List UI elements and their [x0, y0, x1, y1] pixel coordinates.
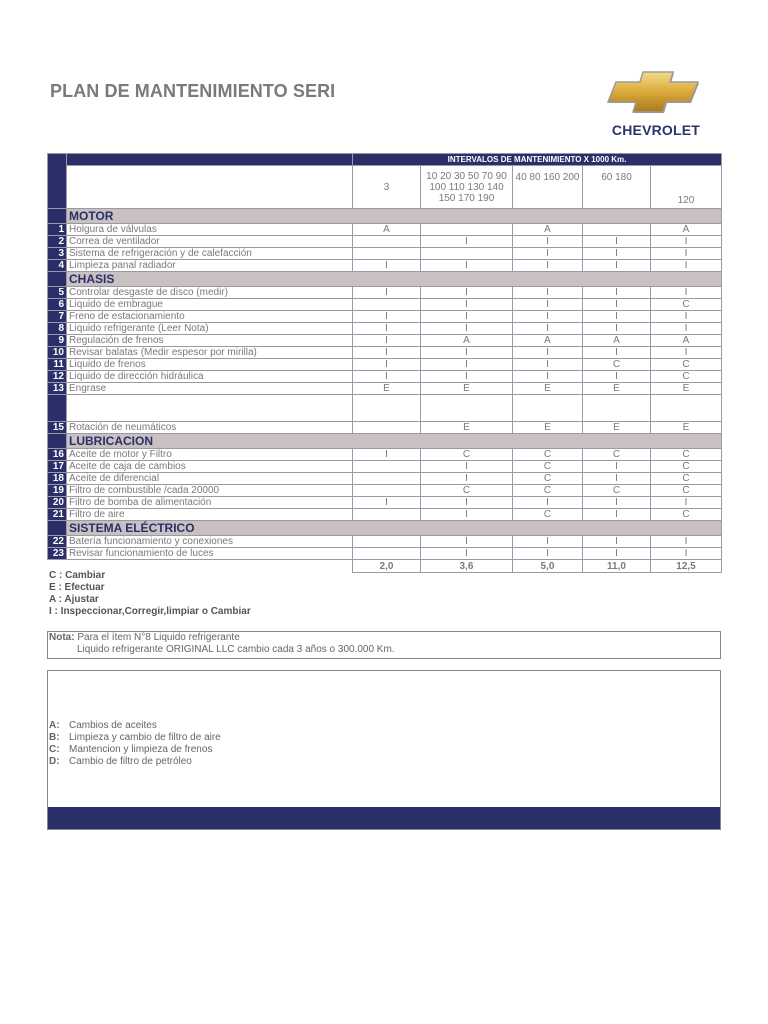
- interval-column-header: 40 80 160 200: [513, 166, 583, 209]
- section-row: [48, 521, 722, 536]
- row-label: Revisar funcionamiento de luces: [67, 548, 353, 560]
- interval-cell: A: [583, 335, 651, 347]
- interval-cell: I: [583, 371, 651, 383]
- row-number: 18: [48, 473, 67, 485]
- interval-cell: I: [513, 248, 583, 260]
- interval-cell: I: [513, 236, 583, 248]
- section-row: [48, 434, 722, 449]
- interval-cell: [353, 509, 421, 521]
- row-label: Aceite de motor y Filtro: [67, 449, 353, 461]
- interval-cell: I: [583, 548, 651, 560]
- interval-cell: I: [583, 461, 651, 473]
- legend-item: I : Inspeccionar,Corregir,limpiar o Cambiar: [49, 606, 251, 617]
- interval-cell: I: [421, 461, 513, 473]
- interval-cell: I: [583, 497, 651, 509]
- interval-cell: E: [651, 422, 722, 434]
- table-row: [48, 323, 722, 335]
- interval-cell: I: [353, 287, 421, 299]
- interval-cell: I: [421, 287, 513, 299]
- services-box: [47, 670, 721, 830]
- interval-cell: I: [421, 497, 513, 509]
- interval-cell: [353, 248, 421, 260]
- interval-cell: [421, 395, 513, 422]
- legend-item: C : Cambiar: [49, 570, 106, 581]
- table-row: [48, 536, 722, 548]
- row-label: Correa de ventilador: [67, 236, 353, 248]
- interval-column-header: 10 20 30 50 70 90 100 110 130 140 150 170 190: [421, 166, 513, 209]
- interval-cell: I: [421, 260, 513, 272]
- interval-cell: I: [583, 347, 651, 359]
- interval-cell: I: [651, 548, 722, 560]
- interval-cell: I: [421, 359, 513, 371]
- service-item: D: Cambio de filtro de petróleo: [49, 756, 192, 767]
- header-blank: [67, 166, 353, 209]
- row-label: [67, 395, 353, 422]
- interval-cell: I: [421, 473, 513, 485]
- interval-cell: I: [353, 359, 421, 371]
- interval-cell: I: [513, 323, 583, 335]
- legend-item: E : Efectuar: [49, 582, 105, 593]
- section-row: [48, 209, 722, 224]
- interval-cell: I: [583, 287, 651, 299]
- interval-cell: I: [513, 299, 583, 311]
- table-row: [48, 311, 722, 323]
- interval-cell: I: [583, 311, 651, 323]
- interval-cell: C: [651, 449, 722, 461]
- section-marker: [48, 209, 67, 224]
- row-label: Liquido de frenos: [67, 359, 353, 371]
- interval-cell: I: [421, 371, 513, 383]
- row-number: 3: [48, 248, 67, 260]
- chevrolet-logo: [594, 68, 718, 140]
- row-number: 12: [48, 371, 67, 383]
- row-label: Rotación de neumáticos: [67, 422, 353, 434]
- row-number: 13: [48, 383, 67, 395]
- table-row: [48, 335, 722, 347]
- interval-cell: A: [651, 224, 722, 236]
- interval-column-header: 3: [353, 166, 421, 209]
- section-marker: [48, 434, 67, 449]
- interval-cell: [513, 395, 583, 422]
- interval-column-header: 60 180: [583, 166, 651, 209]
- interval-cell: A: [651, 335, 722, 347]
- legend-item: A : Ajustar: [49, 594, 99, 605]
- interval-cell: E: [583, 422, 651, 434]
- interval-cell: [583, 224, 651, 236]
- row-number: 1: [48, 224, 67, 236]
- row-label: Filtro de bomba de alimentación: [67, 497, 353, 509]
- header-blank: [67, 154, 353, 166]
- row-label: Batería funcionamiento y conexiones: [67, 536, 353, 548]
- table-row: [48, 299, 722, 311]
- interval-cell: I: [651, 287, 722, 299]
- row-number: 23: [48, 548, 67, 560]
- row-number: 21: [48, 509, 67, 521]
- total-hours-cell: 11,0: [583, 560, 651, 573]
- interval-column-header: 120: [651, 166, 722, 209]
- interval-cell: C: [513, 473, 583, 485]
- row-label: Regulación de frenos: [67, 335, 353, 347]
- table-row: [48, 449, 722, 461]
- interval-cell: C: [583, 449, 651, 461]
- interval-cell: [353, 473, 421, 485]
- row-number: 17: [48, 461, 67, 473]
- table-row: [48, 497, 722, 509]
- interval-cell: E: [513, 422, 583, 434]
- row-label: Aceite de caja de cambios: [67, 461, 353, 473]
- table-row: [48, 509, 722, 521]
- row-number: 4: [48, 260, 67, 272]
- table-row: [48, 236, 722, 248]
- interval-cell: I: [583, 248, 651, 260]
- table-row: [48, 287, 722, 299]
- row-label: Filtro de combustible /cada 20000: [67, 485, 353, 497]
- interval-cell: C: [651, 473, 722, 485]
- interval-cell: [353, 422, 421, 434]
- interval-cell: I: [353, 449, 421, 461]
- table-row: [48, 395, 722, 422]
- interval-cell: I: [513, 311, 583, 323]
- header-blank: [48, 154, 67, 209]
- interval-cell: I: [651, 536, 722, 548]
- row-number: 15: [48, 422, 67, 434]
- row-label: Controlar desgaste de disco (medir): [67, 287, 353, 299]
- interval-cell: C: [421, 449, 513, 461]
- table-row: [48, 383, 722, 395]
- interval-cell: C: [651, 461, 722, 473]
- row-number: 8: [48, 323, 67, 335]
- interval-cell: [651, 395, 722, 422]
- table-row: [48, 422, 722, 434]
- interval-cell: C: [651, 359, 722, 371]
- section-row: [48, 272, 722, 287]
- interval-cell: I: [513, 347, 583, 359]
- interval-cell: C: [651, 299, 722, 311]
- interval-cell: I: [513, 371, 583, 383]
- interval-cell: I: [651, 311, 722, 323]
- interval-cell: A: [513, 335, 583, 347]
- table-row: [48, 548, 722, 560]
- section-title: SISTEMA ELÉCTRICO: [67, 521, 722, 536]
- interval-cell: I: [651, 248, 722, 260]
- interval-cell: [583, 395, 651, 422]
- interval-cell: C: [651, 509, 722, 521]
- interval-cell: I: [353, 323, 421, 335]
- row-label: Revisar balatas (Medir espesor por mirilla): [67, 347, 353, 359]
- table-row: [48, 260, 722, 272]
- interval-cell: I: [421, 509, 513, 521]
- row-label: Limpieza panal radiador: [67, 260, 353, 272]
- total-hours-cell: 5,0: [513, 560, 583, 573]
- maintenance-table: [47, 153, 722, 573]
- interval-cell: E: [421, 422, 513, 434]
- interval-cell: A: [421, 335, 513, 347]
- interval-cell: C: [421, 485, 513, 497]
- interval-header: INTERVALOS DE MANTENIMIENTO X 1000 Km.: [353, 154, 722, 166]
- interval-cell: C: [513, 449, 583, 461]
- section-title: CHASIS: [67, 272, 722, 287]
- interval-cell: C: [513, 485, 583, 497]
- interval-cell: I: [583, 236, 651, 248]
- row-number: 16: [48, 449, 67, 461]
- interval-cell: I: [513, 536, 583, 548]
- interval-cell: I: [353, 311, 421, 323]
- row-label: Liquido de dirección hidráulica: [67, 371, 353, 383]
- row-label: Liquido de embrague: [67, 299, 353, 311]
- row-number: 19: [48, 485, 67, 497]
- interval-cell: [353, 299, 421, 311]
- table-row: [48, 485, 722, 497]
- interval-cell: I: [513, 359, 583, 371]
- interval-cell: I: [651, 236, 722, 248]
- interval-header-row: [48, 154, 722, 166]
- row-label: Holgura de válvulas: [67, 224, 353, 236]
- interval-cell: I: [421, 536, 513, 548]
- interval-columns-row: [48, 166, 722, 209]
- row-number: 20: [48, 497, 67, 509]
- interval-cell: I: [421, 236, 513, 248]
- total-hours-cell: 12,5: [651, 560, 722, 573]
- table-row: [48, 347, 722, 359]
- table-row: [48, 461, 722, 473]
- service-item: B: Limpieza y cambio de filtro de aire: [49, 732, 221, 743]
- interval-cell: I: [353, 347, 421, 359]
- interval-cell: I: [421, 347, 513, 359]
- row-label: Aceite de diferencial: [67, 473, 353, 485]
- interval-cell: E: [583, 383, 651, 395]
- interval-cell: A: [513, 224, 583, 236]
- interval-cell: [353, 461, 421, 473]
- interval-cell: [353, 548, 421, 560]
- row-label: Engrase: [67, 383, 353, 395]
- note-line1: Para el ítem N°8 Liquido refrigerante: [74, 632, 240, 643]
- interval-cell: I: [583, 509, 651, 521]
- interval-cell: I: [583, 473, 651, 485]
- interval-cell: C: [651, 485, 722, 497]
- section-title: LUBRICACION: [67, 434, 722, 449]
- table-row: [48, 371, 722, 383]
- interval-cell: E: [353, 383, 421, 395]
- interval-cell: I: [353, 497, 421, 509]
- row-label: Sistema de refrigeración y de calefacción: [67, 248, 353, 260]
- brand-name: CHEVROLET: [611, 122, 701, 138]
- interval-cell: [353, 536, 421, 548]
- row-number: [48, 395, 67, 422]
- row-label: Filtro de aire: [67, 509, 353, 521]
- interval-cell: I: [513, 287, 583, 299]
- interval-cell: I: [583, 260, 651, 272]
- interval-cell: I: [583, 299, 651, 311]
- note-box: [47, 631, 721, 659]
- service-item: A: Cambios de aceites: [49, 720, 157, 731]
- interval-cell: I: [583, 323, 651, 335]
- interval-cell: A: [353, 224, 421, 236]
- interval-cell: [353, 236, 421, 248]
- section-marker: [48, 272, 67, 287]
- note-line2: Liquido refrigerante ORIGINAL LLC cambio cada 3 años o 300.000 Km.: [77, 644, 395, 655]
- section-marker: [48, 521, 67, 536]
- interval-cell: [353, 485, 421, 497]
- interval-cell: [421, 224, 513, 236]
- interval-cell: C: [513, 509, 583, 521]
- legend: [49, 570, 251, 618]
- interval-cell: I: [513, 260, 583, 272]
- interval-cell: C: [651, 371, 722, 383]
- interval-cell: I: [651, 497, 722, 509]
- interval-cell: I: [421, 311, 513, 323]
- interval-cell: I: [513, 497, 583, 509]
- maintenance-sheet: [47, 153, 721, 573]
- row-number: 7: [48, 311, 67, 323]
- row-number: 5: [48, 287, 67, 299]
- row-label: Liquido refrigerante (Leer Nota): [67, 323, 353, 335]
- page-title: PLAN DE MANTENIMIENTO SERI: [50, 81, 336, 101]
- section-title: MOTOR: [67, 209, 722, 224]
- interval-cell: I: [353, 335, 421, 347]
- interval-cell: I: [583, 536, 651, 548]
- row-number: 11: [48, 359, 67, 371]
- row-number: 9: [48, 335, 67, 347]
- interval-cell: C: [583, 485, 651, 497]
- table-row: [48, 473, 722, 485]
- table-row: [48, 359, 722, 371]
- interval-cell: E: [513, 383, 583, 395]
- row-number: 6: [48, 299, 67, 311]
- footer-bar: [48, 807, 720, 829]
- interval-cell: E: [651, 383, 722, 395]
- interval-cell: I: [421, 323, 513, 335]
- interval-cell: I: [651, 323, 722, 335]
- total-hours-cell: 3,6: [421, 560, 513, 573]
- interval-cell: I: [353, 260, 421, 272]
- interval-cell: E: [421, 383, 513, 395]
- interval-cell: [353, 395, 421, 422]
- row-number: 22: [48, 536, 67, 548]
- interval-cell: [421, 248, 513, 260]
- interval-cell: I: [651, 347, 722, 359]
- interval-cell: C: [513, 461, 583, 473]
- interval-cell: I: [421, 299, 513, 311]
- interval-cell: C: [583, 359, 651, 371]
- note-label: Nota:: [49, 632, 75, 643]
- bowtie-icon: [594, 68, 718, 118]
- interval-cell: I: [651, 260, 722, 272]
- interval-cell: I: [421, 548, 513, 560]
- row-label: Freno de estacionamiento: [67, 311, 353, 323]
- interval-cell: I: [353, 371, 421, 383]
- table-row: [48, 224, 722, 236]
- row-number: 10: [48, 347, 67, 359]
- service-item: C: Mantencion y limpieza de frenos: [49, 744, 213, 755]
- services-list: [49, 720, 221, 768]
- total-hours-cell: 2,0: [353, 560, 421, 573]
- row-number: 2: [48, 236, 67, 248]
- table-row: [48, 248, 722, 260]
- interval-cell: I: [513, 548, 583, 560]
